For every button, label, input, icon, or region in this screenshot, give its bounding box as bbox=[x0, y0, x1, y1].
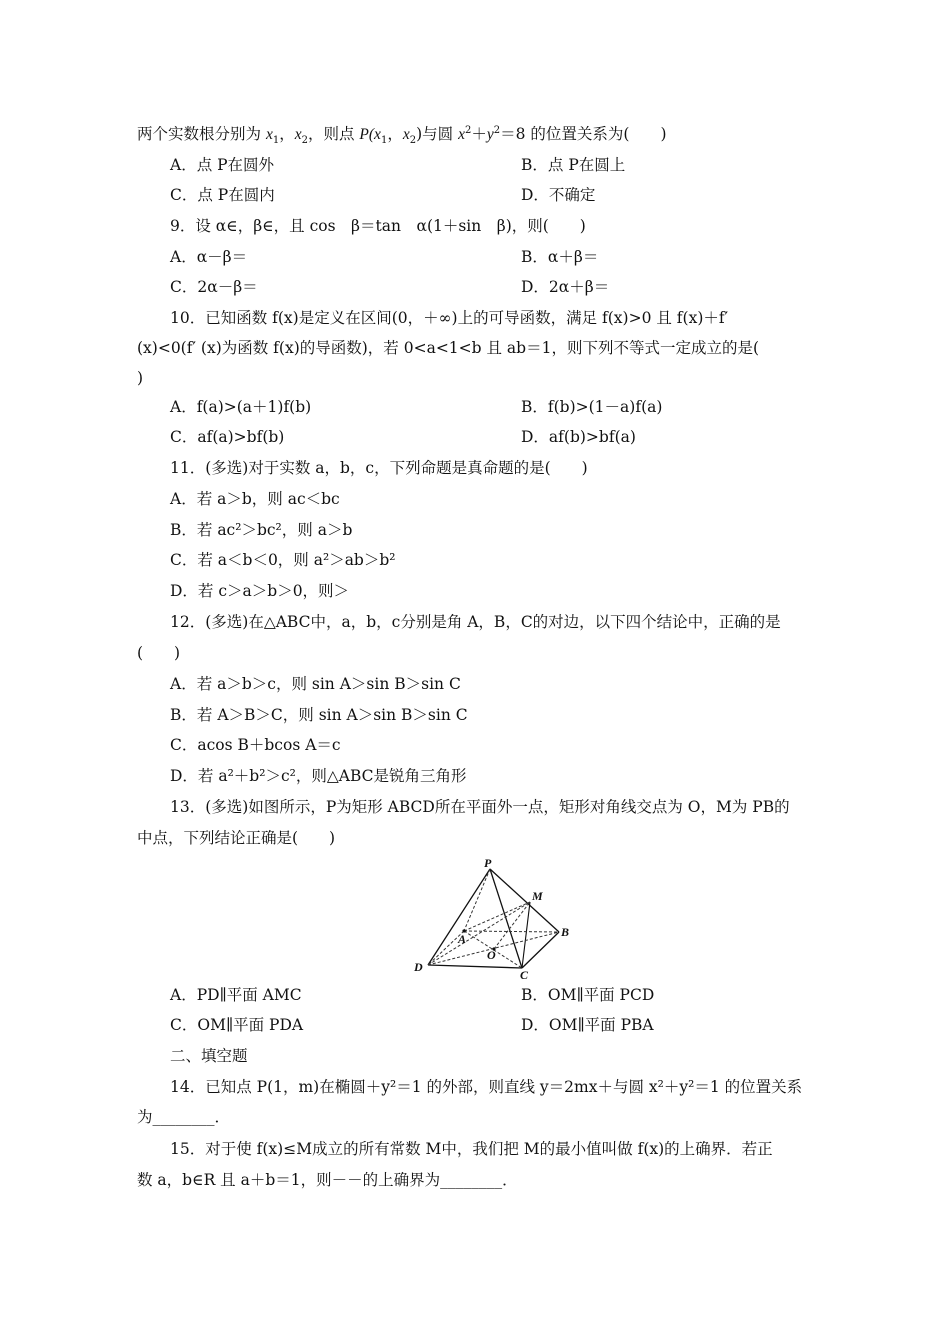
segment-OM bbox=[494, 902, 530, 949]
q8-option-a: A．点 P在圆外 bbox=[170, 156, 275, 174]
label-C: C bbox=[520, 968, 529, 980]
q11-option-d: D．若 c＞a＞b＞0，则＞ bbox=[170, 582, 350, 600]
q10-option-c: C．af(a)>bf(b) bbox=[170, 428, 285, 446]
q14-line-1: 14．已知点 P(1，m)在椭圆＋y²＝1 的外部，则直线 y＝2mx＋与圆 x²＋y²＝1 的位置关系 bbox=[170, 1078, 803, 1096]
q12-option-b: B．若 A＞B＞C，则 sin A＞sin B＞sin C bbox=[170, 706, 468, 724]
q9-option-a: A．α－β＝ bbox=[170, 248, 248, 266]
pyramid-figure bbox=[410, 855, 580, 980]
q12-line-2: ( ) bbox=[137, 644, 181, 662]
q11-stem: 11．(多选)对于实数 a，b，c，下列命题是真命题的是( ) bbox=[170, 459, 588, 477]
edge-PA bbox=[464, 869, 490, 931]
q8-option-d: D．不确定 bbox=[521, 186, 596, 204]
q10-option-d: D．af(b)>bf(a) bbox=[521, 428, 636, 446]
q11-option-b: B．若 ac²＞bc²，则 a＞b bbox=[170, 521, 353, 539]
edge-CB bbox=[522, 932, 559, 968]
q10-line-1: 10．已知函数 f(x)是定义在区间(0，＋∞)上的可导函数，满足 f(x)>0 且 f(x)＋f′ bbox=[170, 309, 729, 327]
q10-option-a: A．f(a)>(a＋1)f(b) bbox=[170, 398, 312, 416]
q10-line-3: ) bbox=[137, 369, 144, 387]
q10-option-b: B．f(b)>(1－a)f(a) bbox=[521, 398, 663, 416]
label-M: M bbox=[532, 889, 543, 903]
q8-option-c: C．点 P在圆内 bbox=[170, 186, 275, 204]
section-heading: 二、填空题 bbox=[170, 1047, 248, 1065]
q14-line-2: 为________． bbox=[137, 1108, 231, 1126]
q13-option-d: D．OM∥平面 PBA bbox=[521, 1016, 654, 1034]
q8-stem: 两个实数根分别为 $x_1$，$x_2$，则点 $P(x_1$，$x_2$)与圆 $x^2+y^2=8$ 的位置关系为( ) bbox=[137, 124, 667, 147]
q12-option-d: D．若 a²＋b²＞c²，则△ABC是锐角三角形 bbox=[170, 767, 467, 785]
q13-line-1: 13．(多选)如图所示，P为矩形 ABCD所在平面外一点，矩形对角线交点为 O，M为 PB的 bbox=[170, 798, 790, 816]
q15-line-2: 数 a，b∈R 且 a＋b＝1，则－－的上确界为________． bbox=[137, 1171, 518, 1189]
q9-option-b: B．α＋β＝ bbox=[521, 248, 599, 266]
q10-line-2: (x)<0(f′ (x)为函数 f(x)的导函数)，若 0<a<1<b 且 ab＝1，则下列不等式一定成立的是( bbox=[137, 339, 759, 357]
q13-option-a: A．PD∥平面 AMC bbox=[170, 986, 302, 1004]
q13-line-2: 中点，下列结论正确是( ) bbox=[137, 829, 336, 847]
q12-option-c: C．acos B＋bcos A＝c bbox=[170, 736, 341, 754]
q11-option-c: C．若 a＜b＜0，则 a²＞ab＞b² bbox=[170, 551, 396, 569]
q9-stem: 9．设 α∈，β∈，且 cos β＝tan α(1＋sin β)，则( ) bbox=[170, 217, 586, 235]
edge-AB bbox=[464, 931, 559, 932]
q8-option-b: B．点 P在圆上 bbox=[521, 156, 626, 174]
segment-CM bbox=[522, 902, 530, 968]
label-A: A bbox=[458, 932, 467, 946]
q13-option-c: C．OM∥平面 PDA bbox=[170, 1016, 304, 1034]
q12-option-a: A．若 a＞b＞c，则 sin A＞sin B＞sin C bbox=[170, 675, 461, 693]
q12-line-1: 12．(多选)在△ABC中，a，b，c分别是角 A，B，C的对边，以下四个结论中，正确的是 bbox=[170, 613, 781, 631]
edge-DC bbox=[428, 965, 522, 968]
q9-option-d: D．2α＋β＝ bbox=[521, 278, 610, 296]
label-D: D bbox=[414, 960, 423, 974]
q15-line-1: 15．对于使 f(x)≤M成立的所有常数 M中，我们把 M的最小值叫做 f(x)的上确界．若正 bbox=[170, 1140, 773, 1158]
segment-DM bbox=[428, 902, 530, 965]
edge-PD bbox=[428, 869, 490, 965]
label-B: B bbox=[561, 925, 570, 939]
label-P: P bbox=[484, 856, 492, 870]
q11-option-a: A．若 a＞b，则 ac＜bc bbox=[170, 490, 340, 508]
label-O: O bbox=[487, 948, 496, 962]
q13-option-b: B．OM∥平面 PCD bbox=[521, 986, 655, 1004]
q9-option-c: C．2α－β＝ bbox=[170, 278, 258, 296]
